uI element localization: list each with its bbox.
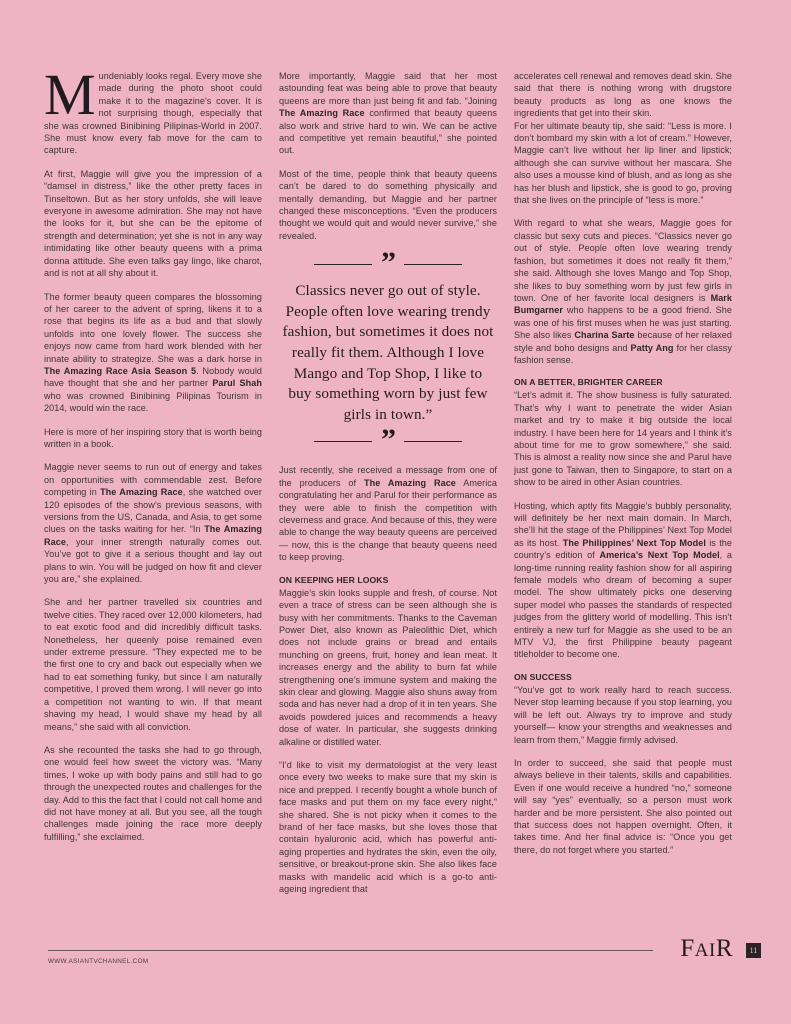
pull-quote-text: Classics never go out of style. People often love wearing trendy fashion, but sometimes it does not really fit them. Although I love Mango and Top Shop, I like to buy something worn by just few girls in town.”: [282, 282, 494, 423]
show-title-amazing-race: The Amazing Race: [44, 524, 262, 547]
designer-name-charina-sarte: Charina Sarte: [574, 330, 635, 341]
section-heading-better-brighter-career: ON A BETTER, BRIGHTER CAREER: [514, 377, 663, 388]
show-title-amazing-race: The Amazing Race: [279, 108, 365, 119]
quote-mark-icon: ”: [381, 423, 395, 457]
column-right: [514, 70, 732, 867]
column-middle: [279, 70, 497, 906]
text-run: With regard to what she wears, Maggie goes for classic but sexy cuts and pieces. “Classics never go out of style. People often love wearing trendy fashion, but sometimes it does not really fit them,” she said. Although she loves Mango and Top Shop, she likes to buy something worn by just few girls in town. One of her favorite local designers is: [514, 218, 732, 303]
text-run: The former beauty queen compares the blossoming of her career to the advent of spring, likens it to a rose that begins its life as a bud and that slowly unfolds into one lovely flower. The success she enjoys now came from hard work blended with her innate ability to strategize. She was a dark horse in: [44, 291, 262, 364]
text-run: who was crowned Binibining Pilipinas Tourism in 2014, would win the race.: [44, 390, 262, 414]
pull-quote-top-ornament: [279, 246, 497, 280]
text-run: More importantly, Maggie said that her most astounding feat was being able to prove that beauty queens are more than just being fit and fab. “Joining: [279, 71, 497, 106]
text-run: is the country’s edition of: [514, 537, 732, 561]
paragraph-dermatologist: “I’d like to visit my dermatologist at the very least once every two weeks to make sure that my skin is nice and prepped. I recently bought a whole bunch of face masks and put them on my face every night,” she shared. She is not picky when it comes to the brand of her face masks, but she loves those that contain hyaluronic acid, which has powerful anti-aging properties and hydrates the skin, even the oily, sensitive, or breakout-prone skin. She also likes face masks with mandelic acid which is a go-to anti-ageing ingredient that: [279, 759, 497, 895]
text-run: , she watched over 120 episodes of the show’s previous seasons, with versions from the US, Canada, and Asia, to get some clues on the tasks waiting for her. “In: [44, 487, 262, 535]
rule-left: [314, 264, 372, 265]
paragraph-producer-message: [279, 464, 497, 563]
rule-right: [404, 441, 462, 442]
designer-name-mark-bumgarner: Mark Bumgarner: [514, 292, 732, 316]
show-title-philippines-next-top-model: The Philippines’ Next Top Model: [562, 537, 706, 548]
show-title-americas-next-top-model: America’s Next Top Model: [599, 550, 720, 561]
paragraph-misconceptions: Most of the time, people think that beauty queens can’t be dared to do something physically and mentally demanding, but Maggie and her partner changed these misconceptions. “Even the producers thought we would quit and would never survive,” she revealed.: [279, 168, 497, 241]
text-run: America congratulating her and Parul for their performance as they were able to finish the competition with cleverness and grace. And because of this, they were able to change the way beauty queens are perceived— now, this is the change that beauty queens need to keep proving.: [279, 477, 497, 563]
paragraph-lets-admit: “Let’s admit it. The show business is fully saturated. That’s why I want to penetrate the wider Asian market and try to make it big outside the local industry. I have been here for 14 years and I think it’s about time for me to grow somewhere,” she said. This is almost a reality now since she and Parul have just gone to Taiwan, then to Singapore, to start on a show to be aired in other Asian countries.: [514, 390, 732, 488]
paragraph-amazing-race-asia: [44, 291, 262, 415]
text-run: for her classy fashion sense.: [514, 342, 732, 365]
paragraph-success-advice: “You’ve got to work really hard to reach success. Never stop learning because if you stop learning, you will be left out. Always try to improve and study yourself— know your strengths and weaknesses and learn from them,” Maggie firmly advised.: [514, 684, 732, 745]
magazine-logo: FAIR: [680, 935, 733, 962]
show-title-amazing-race-asia: The Amazing Race Asia Season 5: [44, 365, 197, 376]
paragraph-hosting: [514, 500, 732, 661]
article-columns: [44, 62, 761, 906]
show-title-amazing-race: The Amazing Race: [364, 477, 456, 488]
person-name-parul-shah: Parul Shah: [212, 378, 262, 389]
designer-name-patty-ang: Patty Ang: [630, 342, 674, 353]
paragraph-text: undeniably looks regal. Every move she made during the photo shoot could make it to the magazine's cover. It is not surprising though, especially that she was crowned Binibining Pilipinas-World in 2007. She must know every fab move for the cam to capture.: [44, 71, 262, 156]
show-title-amazing-race: The Amazing Race: [100, 487, 183, 498]
pull-quote-bottom-ornament: [279, 423, 497, 457]
paragraph-what-she-wears: [514, 217, 732, 366]
pull-quote: [279, 246, 497, 457]
paragraph-believe: In order to succeed, she said that people must always believe in their talents, skills and capabilities. Even if one would receive a hundred “no,” someone will say “yes” eventually, so a person must work harder and be more persistent. She also pointed out that success does not happen overnight. Often, it takes time. And her final advice is: “Once you get there, do not forget where you started.”: [514, 757, 732, 855]
footer-website-url: WWW.ASIANTVCHANNEL.COM: [48, 958, 149, 965]
text-run: who happens to be a good friend. She was one of his first muses when he was just starting. She also likes: [514, 305, 732, 341]
rule-left: [314, 441, 372, 442]
paragraph-recounted: As she recounted the tasks she had to go through, one would feel how sweet the victory was. “Many times, I woke up with body pains and still had to go through the unexpected routes and challenges for the day. Add to this the fact that I could not call home and did not have money at all. But you see, all the tough challenges made joining the race more deeply fulfilling,” she exclaimed.: [44, 744, 262, 842]
paragraph-intro: [44, 62, 262, 157]
page-number-badge: 11: [746, 943, 761, 958]
text-run: Just recently, she received a message from one of the producers of: [279, 465, 497, 488]
text-run: . Nobody would have thought that she and her partner: [44, 365, 263, 389]
paragraph-first-impression: At first, Maggie will give you the impression of a “damsel in distress,” like the other pretty faces in Tinseltown. But as her story unfolds, she will leave everyone in awesome admiration. She may not have the looks for it, but she can be the epitome of strength and determination; yet she is not in any way intimidating like other beauty queens with a prima donna attitude. She even talks gay lingo, like charot, and is not at all shy about it.: [44, 168, 262, 279]
text-run: Maggie never seems to run out of energy and takes on opportunities with commendable zest. Before competing in: [44, 462, 262, 498]
text-run: confirmed that beauty queens also work and strive hard to win. We can be active and competitive yet remain beautiful,” she pointed out.: [279, 108, 497, 156]
paragraph-travelled: She and her partner travelled six countries and twelve cities. They raced over 12,000 kilometers, had to eat exotic food and did incredibly difficult tasks. Nonetheless, her queenly poise remained even under extreme pressure. “They expected me to be the first one to cry and back out especially when we had to eat something funky, but since I am naturally competitive, I proved them wrong. I will never go into a competition not wanting to win. If that meant shaving my head, I would shave my head by all means,” she said with all conviction.: [44, 597, 262, 732]
paragraph-astounding-feat: [279, 70, 497, 157]
text-run: , your inner strength naturally comes out. You’ve got to give it a serious thought and lay out plans to win. You will be judged on how fit and clever you are,” she explained.: [44, 536, 262, 585]
text-run: , a long-time running reality fashion show for all aspiring female models who dream of becoming a super model. The show ultimately picks one deserving super model who passes the standards of respected judges from the glittery world of modelling. This isn’t entirely a new turf for Maggie as she used to be an MTV VJ, the first Philippine beauty pageant titleholder to become one.: [514, 550, 732, 660]
section-heading-on-success: ON SUCCESS: [514, 671, 572, 682]
paragraph-watched-episodes: [44, 461, 262, 585]
drop-cap: M: [44, 62, 96, 127]
section-heading-keeping-her-looks: ON KEEPING HER LOOKS: [279, 574, 389, 585]
paragraph-skin: Maggie’s skin looks supple and fresh, of course. Not even a trace of stress can be seen although she is busy with her commitments. Thanks to the Caveman Power Diet, also known as Paleolithic Diet, which does not include grains or bread and entails munching on greens, fruit, honey and lean meat. It increases energy and the ability to burn fat while strengthening one’s immune system and making the skin clear and glowing. Maggie also shuns away from soda and has never had a drop of it in ten years. She avoids powdered juices and recommends a heavy dose of water. In particular, she suggests drinking alkaline or distilled water.: [279, 587, 497, 747]
paragraph-accelerates: accelerates cell renewal and removes dead skin. She said that there is nothing wrong with drugstore beauty products as long as one knows the ingredients that get into their skin.: [514, 71, 732, 119]
text-run: Hosting, which aptly fits Maggie’s bubbly personality, will definitely be her next main domain. In March, she’ll hit the stage of the Philippines’ Next Top Model as its host.: [514, 500, 732, 548]
footer-divider: [48, 950, 653, 951]
rule-right: [404, 264, 462, 265]
quote-mark-icon: ”: [381, 246, 395, 280]
paragraph-beauty-tip: For her ultimate beauty tip, she said: “Less is more. I don’t bombard my skin with a lot of cream.” However, Maggie can’t live without her lip liner and lipstick; although she can survive without her mascara. She also uses a mousse kind of blush, and as long as she has her blush and lipstick, she is good to go, proving that she lives on the principle of “less is more.”: [514, 120, 732, 206]
page-footer: [44, 935, 761, 988]
column-left: [44, 62, 263, 854]
logo-letter-a: A: [694, 940, 709, 961]
logo-letter-i: I: [708, 940, 716, 961]
text-run: because of her relaxed style and boho designs and: [514, 330, 732, 353]
paragraph-inspiring-story: Here is more of her inspiring story that is worth being written in a book.: [44, 426, 262, 449]
